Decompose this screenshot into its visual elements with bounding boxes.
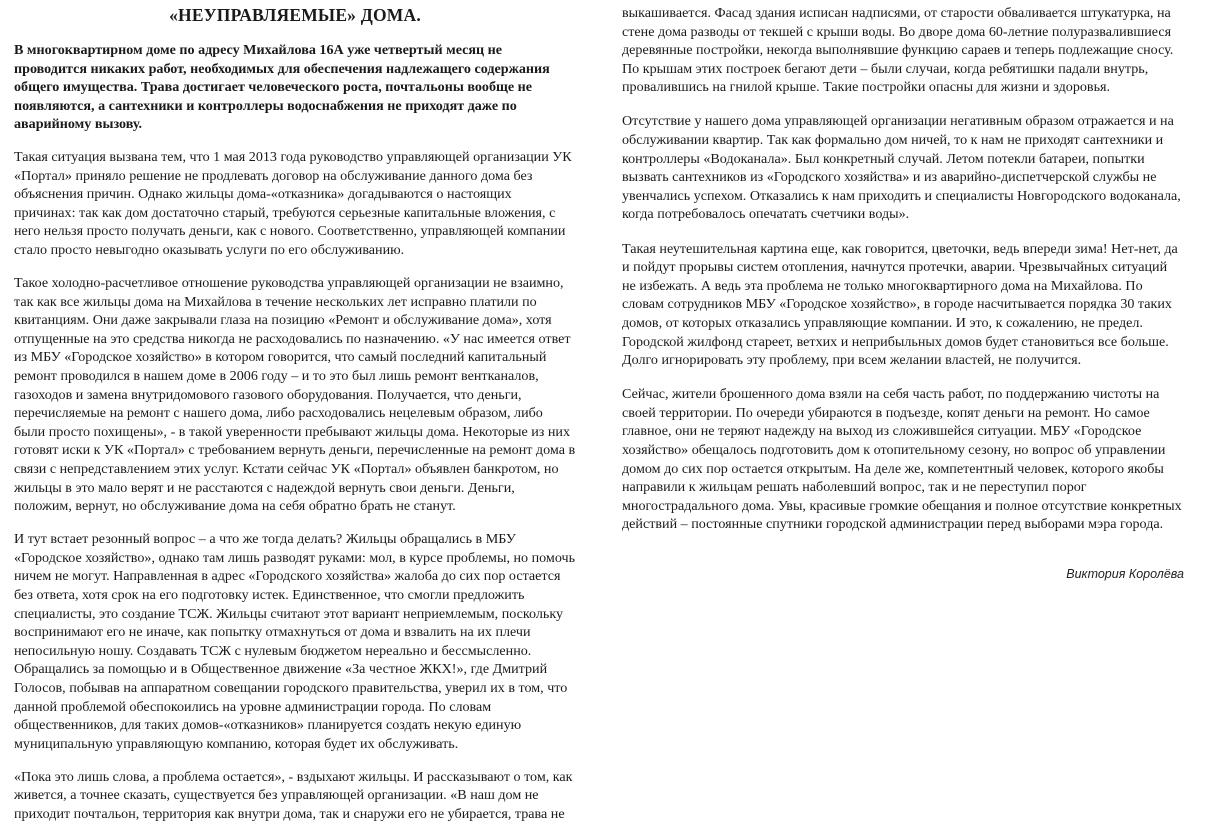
paragraph: Такое холодно-расчетливое отношение руководства управляющей организации не взаимно, так как все жильцы дома на Михайлова в течение нескольких лет исправно платили по квитанциям. Они даже закрывали глаза на позицию «Ремонт и обслуживание дома», хотя отпущенные на это средства никогда не расходовались по назначению. «У нас имеется ответ из МБУ «Городское хозяйство» в котором говорится, что самый последний капитальный ремонт проводился в нашем доме в 2006 году – и то это был лишь ремонт вентканалов, газоходов и замена внутридомового газового оборудования. Получается, что деньги, перечисляемые на ремонт с нашего дома, либо расходовались нецелевым образом, либо были просто похищены», - в такой уверенности пребывают жильцы дома. Некоторые из них готовят иски к УК «Портал» с требованием вернуть деньги, перечисленные на ремонт дома в связи с непредставлением этих услуг. Кстати сейчас УК «Портал» объявлен банкротом, но жильцы в это мало верят и не расстаются с надеждой вернуть свои деньги. Деньги, положим, вернут, но обслуживание дома на себя обратно брать не станут. [14,275,576,515]
article-title: «НЕУПРАВЛЯЕМЫЕ» ДОМА. [169,5,421,25]
right-column [622,4,1184,581]
paragraph: Такая неутешительная картина еще, как говорится, цветочки, ведь впереди зима! Нет-нет, да и пойдут прорывы систем отопления, начнутся протечки, аварии. Чрезвычайных ситуаций не избежать. А ведь эта проблема не только многоквартирного дома на Михайлова. По словам сотрудников МБУ «Городское хозяйство», в городе насчитывается порядка 30 таких домов, от которых отказались управляющие компании. И это, к сожалению, не предел. Городской жилфонд стареет, ветхих и неприбыльных домов будет становиться все больше. Долго игнорировать эту проблему, при всем желании властей, не получится. [622,240,1178,369]
paragraph: выкашивается. Фасад здания исписан надписями, от старости обваливается штукатурка, на стене дома разводы от текшей с крыши воды. Во дворе дома 60-летние полуразвалившиеся деревянные постройки, некогда выполнявшие функцию сараев и теперь подлежащие сносу. По крышам этих построек бегают дети – были случаи, когда ребятишки падали внутрь, провалившись на гнилой крыше. Такие постройки опасны для жизни и здоровья. [622,5,1174,96]
paragraph: «Пока это лишь слова, а проблема остается», - вздыхают жильцы. И рассказывают о том, как живется, а точнее сказать, существуется без управляющей организации. «В наш дом не приходит почтальон, территория как внутри дома, так и снаружи его не убирается, трава не [14,768,573,823]
left-column [14,4,576,838]
paragraph: И тут встает резонный вопрос – а что же тогда делать? Жильцы обращались в МБУ «Городское хозяйство», однако там лишь разводят руками: мол, в курсе проблемы, но помочь ничем не могут. Направленная в адрес «Городского хозяйства» жалоба до сих пор остается без ответа, хотя срок на его подготовку истек. Единственное, что смогли предложить специалисты, это создание ТСЖ. Жильцы считают этот вариант неприемлемым, поскольку воспринимают его не иначе, как попытку отмахнуться от дома и взвалить на их плечи непосильную ношу. Создавать ТСЖ с нулевым бюджетом нереально и бессмысленно. Обращались за помощью и в Общественное движение «За честное ЖКХ!», где Дмитрий Голосов, побывав на аппаратном совещании городского правительства, уверил их в том, что данной проблемой обеспокоились на уровне администрации города. По словам общественников, для таких домов-«отказников» планируется создать некую единую муниципальную управляющую компанию, которая будет их обслуживать. [14,531,576,752]
paragraph: Такая ситуация вызвана тем, что 1 мая 2013 года руководство управляющей организации УК «Портал» приняло решение не продлевать договор на обслуживание данного дома без объяснения причин. Однако жильцы дома-«отказника» догадываются о настоящих причинах: так как дом достаточно старый, требуются серьезные капитальные вложения, с него нельзя просто получать деньги, как с нового. Соответственно, управляющей компании стало просто невыгодно оказывать услуги по его обслуживанию. [14,148,572,258]
article-author: Виктория Королёва [1066,566,1184,581]
paragraph: Сейчас, жители брошенного дома взяли на себя часть работ, по поддержанию чистоты на своей территории. По очереди убираются в подъезде, копят деньги на ремонт. Но самое главное, они не теряют надежду на выход из сложившейся ситуации. МБУ «Городское хозяйство» обещалось подготовить дом к отопительному сезону, но вопрос об управлении домом до сих пор остается открытым. На деле же, компетентный человек, которого якобы направили к жильцам решать наболевший вопрос, так и не переступил порог многострадального дома. Увы, красивые громкие обещания и полное отсутствие конкретных действий – постоянные спутники городской администрации перед выборами мэра города. [622,386,1182,533]
article-lead: В многоквартирном доме по адресу Михайлова 16А уже четвертый месяц не проводится никаких работ, необходимых для обеспечения надлежащего содержания общего имущества. Трава достигает человеческого роста, почтальоны вообще не появляются, а сантехники и контроллеры водоснабжения не приходят даже по аварийному вызову. [14,42,550,133]
paragraph: Отсутствие у нашего дома управляющей организации негативным образом отражается и на обслуживании квартир. Так как формально дом ничей, то к нам не приходят сантехники и контроллеры «Водоканала». Был конкретный случай. Летом потекли батареи, попытки вызвать сантехников из «Городского хозяйства» и из аварийно-диспетчерской службы не увенчались успехом. Отказались к нам приходить и специалисты Новгородского водоканала, когда потребовалось опечатать счетчики воды». [622,113,1181,223]
